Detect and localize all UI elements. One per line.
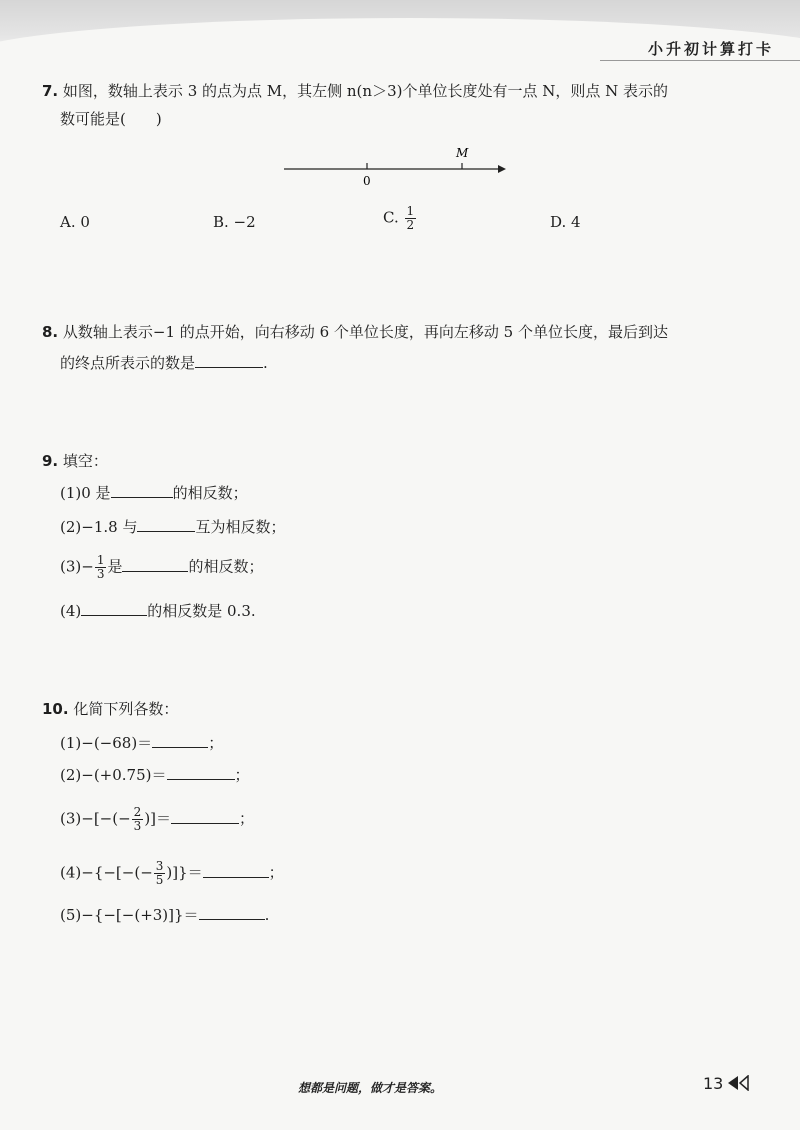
part-text: [−(−: [93, 809, 131, 828]
fraction: [132, 806, 144, 833]
question-10-part-1: [60, 732, 223, 754]
answer-blank[interactable]: [167, 765, 235, 780]
answer-blank[interactable]: [199, 905, 265, 920]
answer-blank[interactable]: [137, 517, 195, 532]
part-text: .: [264, 906, 270, 924]
header-rule: [600, 60, 800, 61]
part-text: (3)−: [60, 557, 94, 576]
part-text: 的相反数是 0.3.: [147, 602, 256, 620]
zero-label: 0: [363, 174, 371, 188]
question-8-line-1: [42, 321, 668, 343]
question-10-part-3: [60, 806, 254, 833]
part-text: ；: [239, 809, 255, 828]
question-10-title-text: 化简下列各数：: [73, 700, 179, 718]
answer-blank[interactable]: [195, 353, 263, 368]
part-text: (1)−(−68)＝: [60, 734, 153, 752]
header-title: 小升初计算打卡: [647, 40, 774, 58]
option-c-fraction: [405, 205, 417, 232]
question-9-title-text: 填空：: [62, 452, 108, 470]
question-7-text-1: 如图，数轴上表示 3 的点为点 M，其左侧 n(n＞3)个单位长度处有一点 N，则点 N 表示的: [62, 82, 669, 100]
part-text: (1)0 是: [60, 484, 111, 502]
part-text: ；: [268, 863, 284, 882]
option-d: D. 4: [550, 213, 581, 231]
part-text: (2)−(+0.75)＝: [60, 766, 167, 784]
question-7-line-2: 数可能是( ): [60, 110, 162, 128]
part-text: ；: [234, 766, 250, 784]
fraction-denominator: 3: [96, 567, 105, 581]
fraction-denominator: 2: [406, 218, 415, 232]
question-8-line-2: [60, 352, 268, 374]
part-text: (2)−1.8 与: [60, 518, 138, 536]
question-8-number: 8.: [42, 323, 59, 341]
number-line-figure: [280, 145, 510, 190]
part-text: 互为相反数；: [195, 518, 286, 536]
part-text: ；: [208, 734, 224, 752]
part-text: 的相反数；: [188, 557, 264, 576]
question-10-part-5: [60, 904, 269, 926]
question-9-number: 9.: [42, 452, 59, 470]
question-8-text-2: 的终点所表示的数是: [60, 354, 196, 372]
question-10-part-4: [60, 860, 284, 887]
point-m-label: M: [456, 146, 469, 160]
part-text: (5)−{−[−(+3)]}＝: [60, 906, 199, 924]
answer-blank[interactable]: [203, 863, 269, 878]
question-9-part-2: [60, 516, 285, 538]
question-10-title: [42, 698, 178, 720]
part-text: (3)−: [60, 809, 94, 828]
fraction: [154, 860, 166, 887]
number-line-arrow-icon: [498, 165, 506, 173]
option-a: A. 0: [60, 213, 90, 231]
part-text: )]}＝: [166, 863, 203, 882]
part-text: )]＝: [144, 809, 172, 828]
page-number: 13: [703, 1074, 724, 1093]
answer-blank[interactable]: [111, 483, 173, 498]
question-8-period: .: [263, 354, 268, 372]
question-8-text-1: 从数轴上表示−1 的点开始，向右移动 6 个单位长度，再向左移动 5 个单位长度，最后到达: [62, 323, 668, 341]
fraction-denominator: 3: [133, 819, 142, 833]
question-9-part-1: [60, 482, 248, 504]
question-9-part-3: [60, 554, 264, 581]
question-10-part-2: [60, 764, 250, 786]
fraction-numerator: 1: [406, 204, 415, 218]
answer-blank[interactable]: [81, 601, 147, 616]
question-9-title: [42, 450, 108, 472]
part-text: 的相反数；: [172, 484, 248, 502]
question-9-part-4: [60, 600, 256, 622]
fraction: [95, 554, 107, 581]
part-text: 是: [107, 557, 123, 576]
question-10-number: 10.: [42, 700, 69, 718]
fraction-denominator: 5: [155, 873, 164, 887]
answer-blank[interactable]: [152, 733, 208, 748]
part-text: (4)−{−[−(−: [60, 863, 153, 882]
fraction-numerator: 3: [155, 859, 164, 873]
double-chevron-left-icon: [726, 1075, 752, 1091]
question-7-line-1: [42, 80, 668, 102]
answer-blank[interactable]: [171, 809, 239, 824]
fraction-numerator: 2: [133, 805, 142, 819]
part-text: (4): [60, 602, 82, 620]
option-c-letter: C.: [383, 208, 399, 227]
footer-motto: 想都是问题，做才是答案。: [298, 1081, 443, 1095]
fraction-numerator: 1: [96, 553, 105, 567]
answer-blank[interactable]: [122, 557, 188, 572]
question-7-number: 7.: [42, 82, 59, 100]
option-c: [383, 205, 417, 232]
option-b: B. −2: [213, 213, 256, 231]
